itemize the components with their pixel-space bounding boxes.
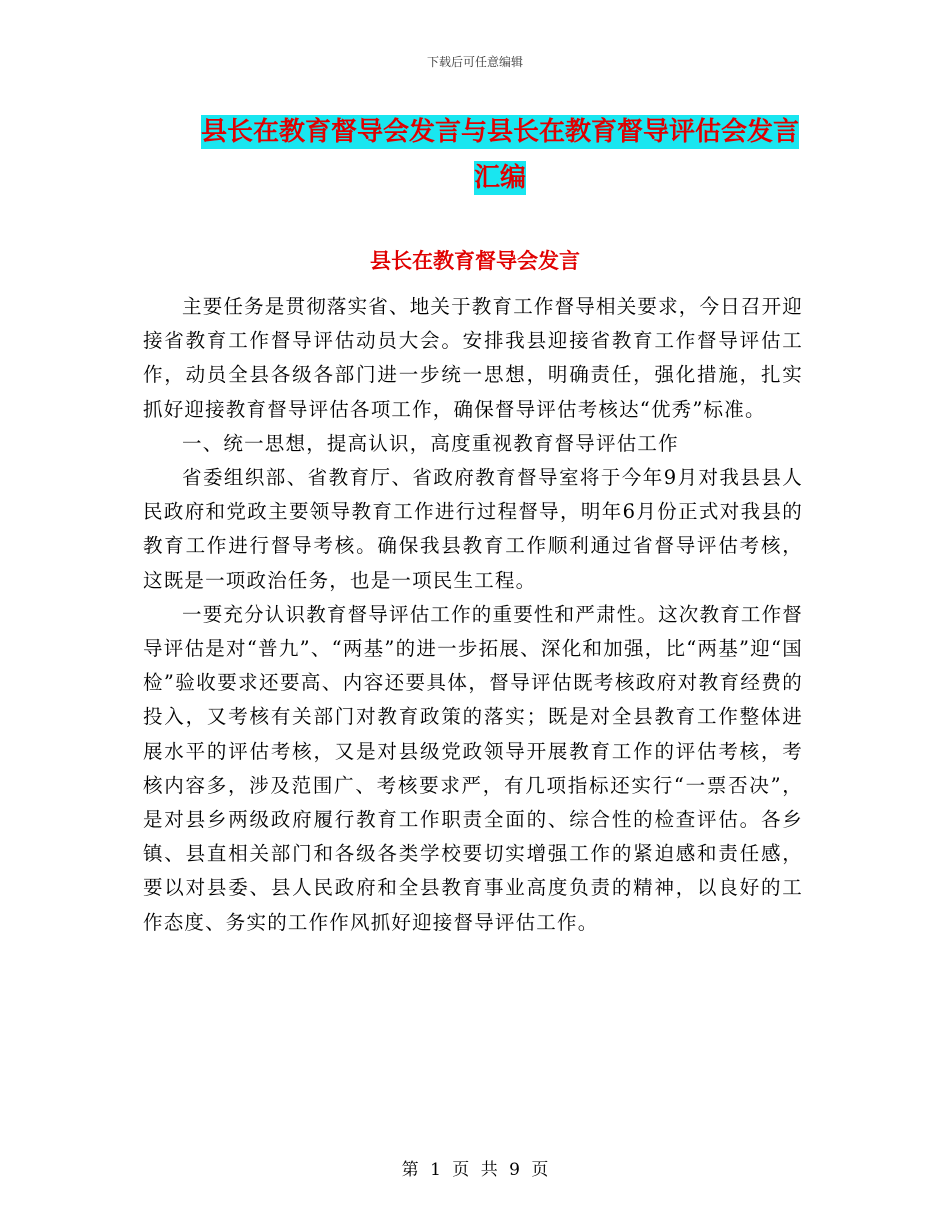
document-title xyxy=(150,109,850,201)
page-footer: 第 1 页 共 9 页 xyxy=(401,1160,549,1180)
paragraph: 主要任务是贯彻落实省、地关于教育工作督导相关要求，今日召开迎接省教育工作督导评估动员大会。安排我县迎接省教育工作督导评估工作，动员全县各级各部门进一步统一思想，明确责任，强化措施，扎实抓好迎接教育督导评估各项工作，确保督导评估考核达“优秀”标准。 xyxy=(143,295,804,421)
header-note: 下载后可任意编辑 xyxy=(426,55,523,69)
title-line-2: 汇编 xyxy=(473,163,526,193)
document-body xyxy=(143,290,803,940)
paragraph: 省委组织部、省教育厅、省政府教育督导室将于今年9月对我县县人民政府和党政主要领导教育工作进行过程督导，明年6月份正式对我县的教育工作进行督导考核。确保我县教育工作顺利通过省督导评估考核，这既是一项政治任务，也是一项民生工程。 xyxy=(143,466,803,592)
title-line-1: 县长在教育督导会发言与县长在教育督导评估会发言 xyxy=(200,117,799,147)
paragraph-heading: 一、统一思想，提高认识，高度重视教育督导评估工作 xyxy=(182,431,679,455)
section-title: 县长在教育督导会发言 xyxy=(370,249,580,273)
paragraph: 一要充分认识教育督导评估工作的重要性和严肃性。这次教育工作督导评估是对“普九”、“两基”的进一步拓展、深化和加强，比“两基”迎“国检”验收要求还要高、内容还要具体，督导评估既考核政府对教育经费的投入，又考核有关部门对教育政策的落实；既是对全县教育工作整体进展水平的评估考核，又是对县级党政领导开展教育工作的评估考核，考核内容多，涉及范围广、考核要求严，有几项指标还实行“一票否决”，是对县乡两级政府履行教育工作职责全面的、综合性的检查评估。各乡镇、县直相关部门和各级各类学校要切实增强工作的紧迫感和责任感，要以对县委、县人民政府和全县教育事业高度负责的精神，以良好的工作态度、务实的工作作风抓好迎接督导评估工作。 xyxy=(143,602,804,934)
